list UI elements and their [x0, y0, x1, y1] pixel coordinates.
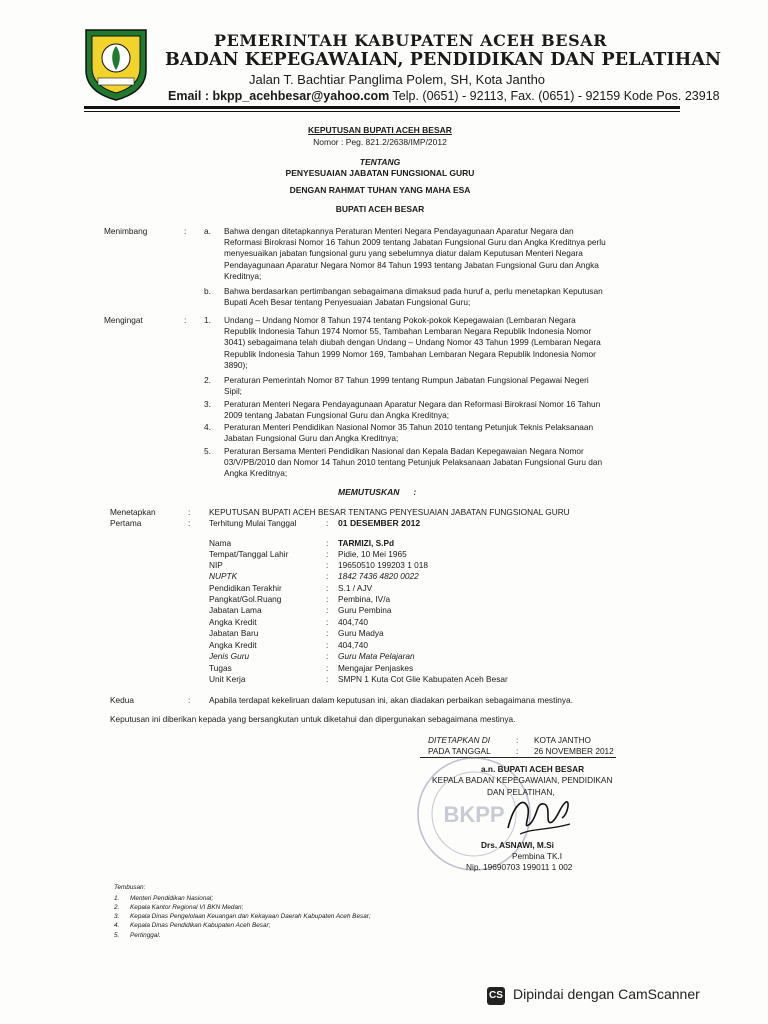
menimbang-label: Menimbang — [104, 226, 148, 236]
letterhead-government: PEMERINTAH KABUPATEN ACEH BESAR — [214, 31, 608, 50]
menetapkan-label: Menetapkan — [110, 507, 156, 517]
pertama-label: Pertama — [110, 518, 142, 528]
signer-rank: Pembina TK.I — [512, 851, 563, 861]
text-line: Jabatan Fungsional Guru dan Angka Kreditnya; — [224, 433, 399, 444]
detail-colon: : — [326, 640, 329, 650]
mengingat-2-marker: 2. — [204, 375, 211, 385]
text-line: Bahwa dengan ditetapkannya Peraturan Menteri Negara Pendayagunaan Aparatur Negara dan — [224, 226, 574, 236]
tembusan-label: Tembusan: — [114, 884, 146, 891]
text-line: Peraturan Bersama Menteri Pendidikan Nasional dan Kepala Badan Kepegawaian Negara Nomor — [224, 446, 584, 456]
terhitung-label: Terhitung Mulai Tanggal — [209, 518, 297, 528]
text-line: Kreditnya; — [224, 270, 262, 281]
detail-label: Jabatan Baru — [209, 628, 259, 638]
menetapkan-colon: : — [188, 507, 191, 517]
tembusan-item: Menteri Pendidikan Nasional; — [130, 895, 214, 902]
detail-label: Angka Kredit — [209, 640, 257, 650]
detail-value: Mengajar Penjaskes — [338, 663, 414, 673]
mengingat-4-marker: 4. — [204, 422, 211, 432]
detail-value: Guru Mata Pelajaran — [338, 651, 415, 661]
text-line: Undang – Undang Nomor 8 Tahun 1974 tentang Pokok-pokok Kepegawaian (Lembaran Negara — [224, 315, 576, 325]
text-line: Republik Indonesia Tahun 1999 Nomor 169, Tambahan Lembaran Negara Republik Indonesia Nomor — [224, 348, 596, 359]
detail-label: Pangkat/Gol.Ruang — [209, 594, 282, 604]
tembusan-item: Kepala Dinas Pendidikan Kabupaten Aceh Besar; — [130, 922, 271, 929]
tembusan-number: 2. — [114, 904, 120, 911]
text-line: Pendayagunaan Aparatur Negara Nomor 84 Tahun 1993 tentang Jabatan Fungsional Guru dan Angka — [224, 259, 599, 270]
letterhead-email: Email : bkpp_acehbesar@yahoo.com — [168, 89, 390, 103]
detail-label: NIP — [209, 560, 223, 570]
tanggal-label: PADA TANGGAL — [428, 746, 491, 756]
text-line: 03/V/PB/2010 dan Nomor 14 Tahun 2010 tentang Petunjuk Pelaksanaan Jabatan Fungsional Guru dan — [224, 457, 603, 468]
detail-colon: : — [326, 560, 329, 570]
ditetapkan-label: DITETAPKAN DI — [428, 735, 491, 745]
decree-invocation: DENGAN RAHMAT TUHAN YANG MAHA ESA — [289, 185, 471, 195]
tembusan-number: 1. — [114, 895, 120, 902]
detail-value: 404,740 — [338, 617, 368, 627]
detail-value: TARMIZI, S.Pd — [338, 538, 395, 548]
handwritten-signature — [500, 784, 580, 844]
detail-colon: : — [326, 628, 329, 638]
detail-colon: : — [326, 594, 329, 604]
letterhead-rule-thin — [84, 111, 680, 112]
detail-colon: : — [326, 651, 329, 661]
pertama-colon: : — [188, 518, 191, 528]
kepala-line1: KEPALA BADAN KEPEGAWAIAN, PENDIDIKAN — [432, 775, 613, 785]
letterhead-contact — [168, 89, 720, 103]
letterhead-phone: Telp. (0651) - 92113, Fax. (0651) - 92159 Kode Pos. 23918 — [389, 89, 720, 103]
kedua-colon: : — [188, 695, 191, 705]
letterhead-rule-thick — [84, 106, 680, 109]
mengingat-3-marker: 3. — [204, 399, 211, 409]
signer-nip: Nip. 19690703 199011 1 002 — [466, 862, 573, 872]
menimbang-b-marker: b. — [204, 286, 211, 296]
detail-colon: : — [326, 605, 329, 615]
detail-value: Guru Pembina — [338, 605, 392, 615]
mengingat-label: Mengingat — [104, 315, 143, 325]
tanggal-colon: : — [516, 746, 519, 756]
mengingat-3-text — [224, 399, 656, 421]
tembusan-number: 3. — [114, 913, 120, 920]
menimbang-b-text — [224, 286, 656, 308]
camscanner-watermark: Dipindai dengan CamScanner — [513, 986, 700, 1002]
mengingat-4-text — [224, 422, 656, 444]
text-line: 2009 tentang Jabatan Fungsional Guru dan Angka Kreditnya; — [224, 410, 450, 421]
text-line: Angka Kreditnya; — [224, 468, 288, 479]
decree-number: Nomor : Peg. 821.2/2638/IMP/2012 — [313, 137, 447, 147]
decree-subject: PENYESUAIAN JABATAN FUNGSIONAL GURU — [285, 168, 475, 178]
kepala-line2: DAN PELATIHAN, — [487, 787, 555, 797]
detail-label: Angka Kredit — [209, 617, 257, 627]
detail-label: NUPTK — [209, 571, 238, 581]
stamp-text: BKPP — [443, 802, 505, 827]
mengingat-1-text — [224, 315, 656, 371]
ditetapkan-colon: : — [516, 735, 519, 745]
mengingat-1-marker: 1. — [204, 315, 211, 325]
detail-label: Jabatan Lama — [209, 605, 262, 615]
text-line: 3041) sebagaimana telah diubah dengan Undang – Undang Nomor 43 Tahun 1999 (Lembaran Negara — [224, 337, 601, 348]
tembusan-item: Pertinggal. — [130, 932, 161, 939]
mengingat-5-marker: 5. — [204, 446, 211, 456]
detail-label: Tempat/Tanggal Lahir — [209, 549, 289, 559]
text-line: menyesuaikan jabatan fungsional guru yang sebelumnya diatur dalam Keputusan Menteri Negara — [224, 248, 583, 259]
decree-heading: KEPUTUSAN BUPATI ACEH BESAR — [308, 125, 452, 135]
kedua-text: Apabila terdapat kekeliruan dalam keputusan ini, akan diadakan perbaikan sebagaimana mestinya. — [209, 695, 573, 705]
tembusan-number: 5. — [114, 932, 120, 939]
decree-tentang: TENTANG — [359, 157, 401, 167]
detail-colon: : — [326, 571, 329, 581]
detail-colon: : — [326, 549, 329, 559]
terhitung-colon: : — [326, 518, 329, 528]
tembusan-number: 4. — [114, 922, 120, 929]
detail-value: 1842 7436 4820 0022 — [338, 571, 419, 581]
detail-label: Pendidikan Terakhir — [209, 583, 282, 593]
text-line: 3890); — [224, 359, 248, 370]
mengingat-colon: : — [184, 315, 187, 325]
menimbang-a-marker: a. — [204, 226, 211, 236]
detail-value: Pidie, 10 Mei 1965 — [338, 549, 407, 559]
detail-colon: : — [326, 583, 329, 593]
menimbang-a-text — [224, 226, 656, 282]
text-line: Sipil; — [224, 386, 242, 397]
text-line: Bupati Aceh Besar tentang Penyesuaian Jabatan Fungsional Guru; — [224, 297, 471, 308]
aceh-besar-logo — [82, 26, 150, 102]
ditetapkan-value: KOTA JANTHO — [534, 735, 592, 745]
tembusan-item: Kepala Kantor Regional VI BKN Medan; — [130, 904, 244, 911]
tanggal-value: 26 NOVEMBER 2012 — [534, 746, 614, 756]
text-line: Bahwa berdasarkan pertimbangan sebagaimana dimaksud pada huruf a, perlu menetapkan Keputusan — [224, 286, 603, 296]
camscanner-icon: CS — [487, 987, 505, 1005]
detail-value: S.1 / AJV — [338, 583, 373, 593]
detail-colon: : — [326, 663, 329, 673]
letterhead-agency: BADAN KEPEGAWAIAN, PENDIDIKAN DAN PELATIHAN — [165, 50, 722, 70]
memutuskan-heading: MEMUTUSKAN : — [338, 487, 417, 497]
detail-label: Tugas — [209, 663, 232, 673]
menetapkan-text: KEPUTUSAN BUPATI ACEH BESAR TENTANG PENYESUAIAN JABATAN FUNGSIONAL GURU — [209, 507, 570, 517]
kedua-label: Kedua — [110, 695, 134, 705]
tembusan-item: Kepala Dinas Pengelolaan Keuangan dan Kekayaan Daerah Kabupaten Aceh Besar; — [130, 913, 371, 920]
detail-label: Unit Kerja — [209, 674, 246, 684]
text-line: Republik Indonesia Tahun 1974 Nomor 55, Tambahan Lembaran Negara Republik Indonesia Nomor — [224, 326, 592, 337]
letterhead-address: Jalan T. Bachtiar Panglima Polem, SH, Kota Jantho — [249, 72, 546, 87]
detail-value: Guru Madya — [338, 628, 384, 638]
text-line: Peraturan Pemerintah Nomor 87 Tahun 1999 tentang Rumpun Jabatan Fungsional Pegawai Negeri — [224, 375, 589, 385]
an-bupati: a.n. BUPATI ACEH BESAR — [481, 764, 585, 774]
decree-authority: BUPATI ACEH BESAR — [335, 204, 425, 214]
detail-colon: : — [326, 617, 329, 627]
detail-value: SMPN 1 Kuta Cot Glie Kabupaten Aceh Besar — [338, 674, 508, 684]
detail-label: Jenis Guru — [209, 651, 250, 661]
text-line: Peraturan Menteri Pendidikan Nasional Nomor 35 Tahun 2010 tentang Petunjuk Teknis Pelaksanaan — [224, 422, 594, 432]
detail-value: 404,740 — [338, 640, 368, 650]
mengingat-2-text — [224, 375, 656, 397]
detail-colon: : — [326, 538, 329, 548]
terhitung-value: 01 DESEMBER 2012 — [338, 518, 421, 528]
text-line: Peraturan Menteri Negara Pendayagunaan Aparatur Negara dan Reformasi Birokrasi Nomor 16 Tahun — [224, 399, 601, 409]
mengingat-5-text — [224, 446, 656, 480]
closing-statement: Keputusan ini diberikan kepada yang bersangkutan untuk diketahui dan dipergunakan sebagaimana mestinya. — [110, 714, 516, 724]
signer-name: Drs. ASNAWI, M.Si — [481, 840, 554, 850]
detail-colon: : — [326, 674, 329, 684]
text-line: Reformasi Birokrasi Nomor 16 Tahun 2009 tentang Jabatan Fungsional Guru dan Angka Kreditnya perlu — [224, 237, 606, 248]
detail-value: 19650510 199203 1 018 — [338, 560, 428, 570]
detail-label: Nama — [209, 538, 232, 548]
menimbang-colon: : — [184, 226, 187, 236]
detail-value: Pembina, IV/a — [338, 594, 391, 604]
